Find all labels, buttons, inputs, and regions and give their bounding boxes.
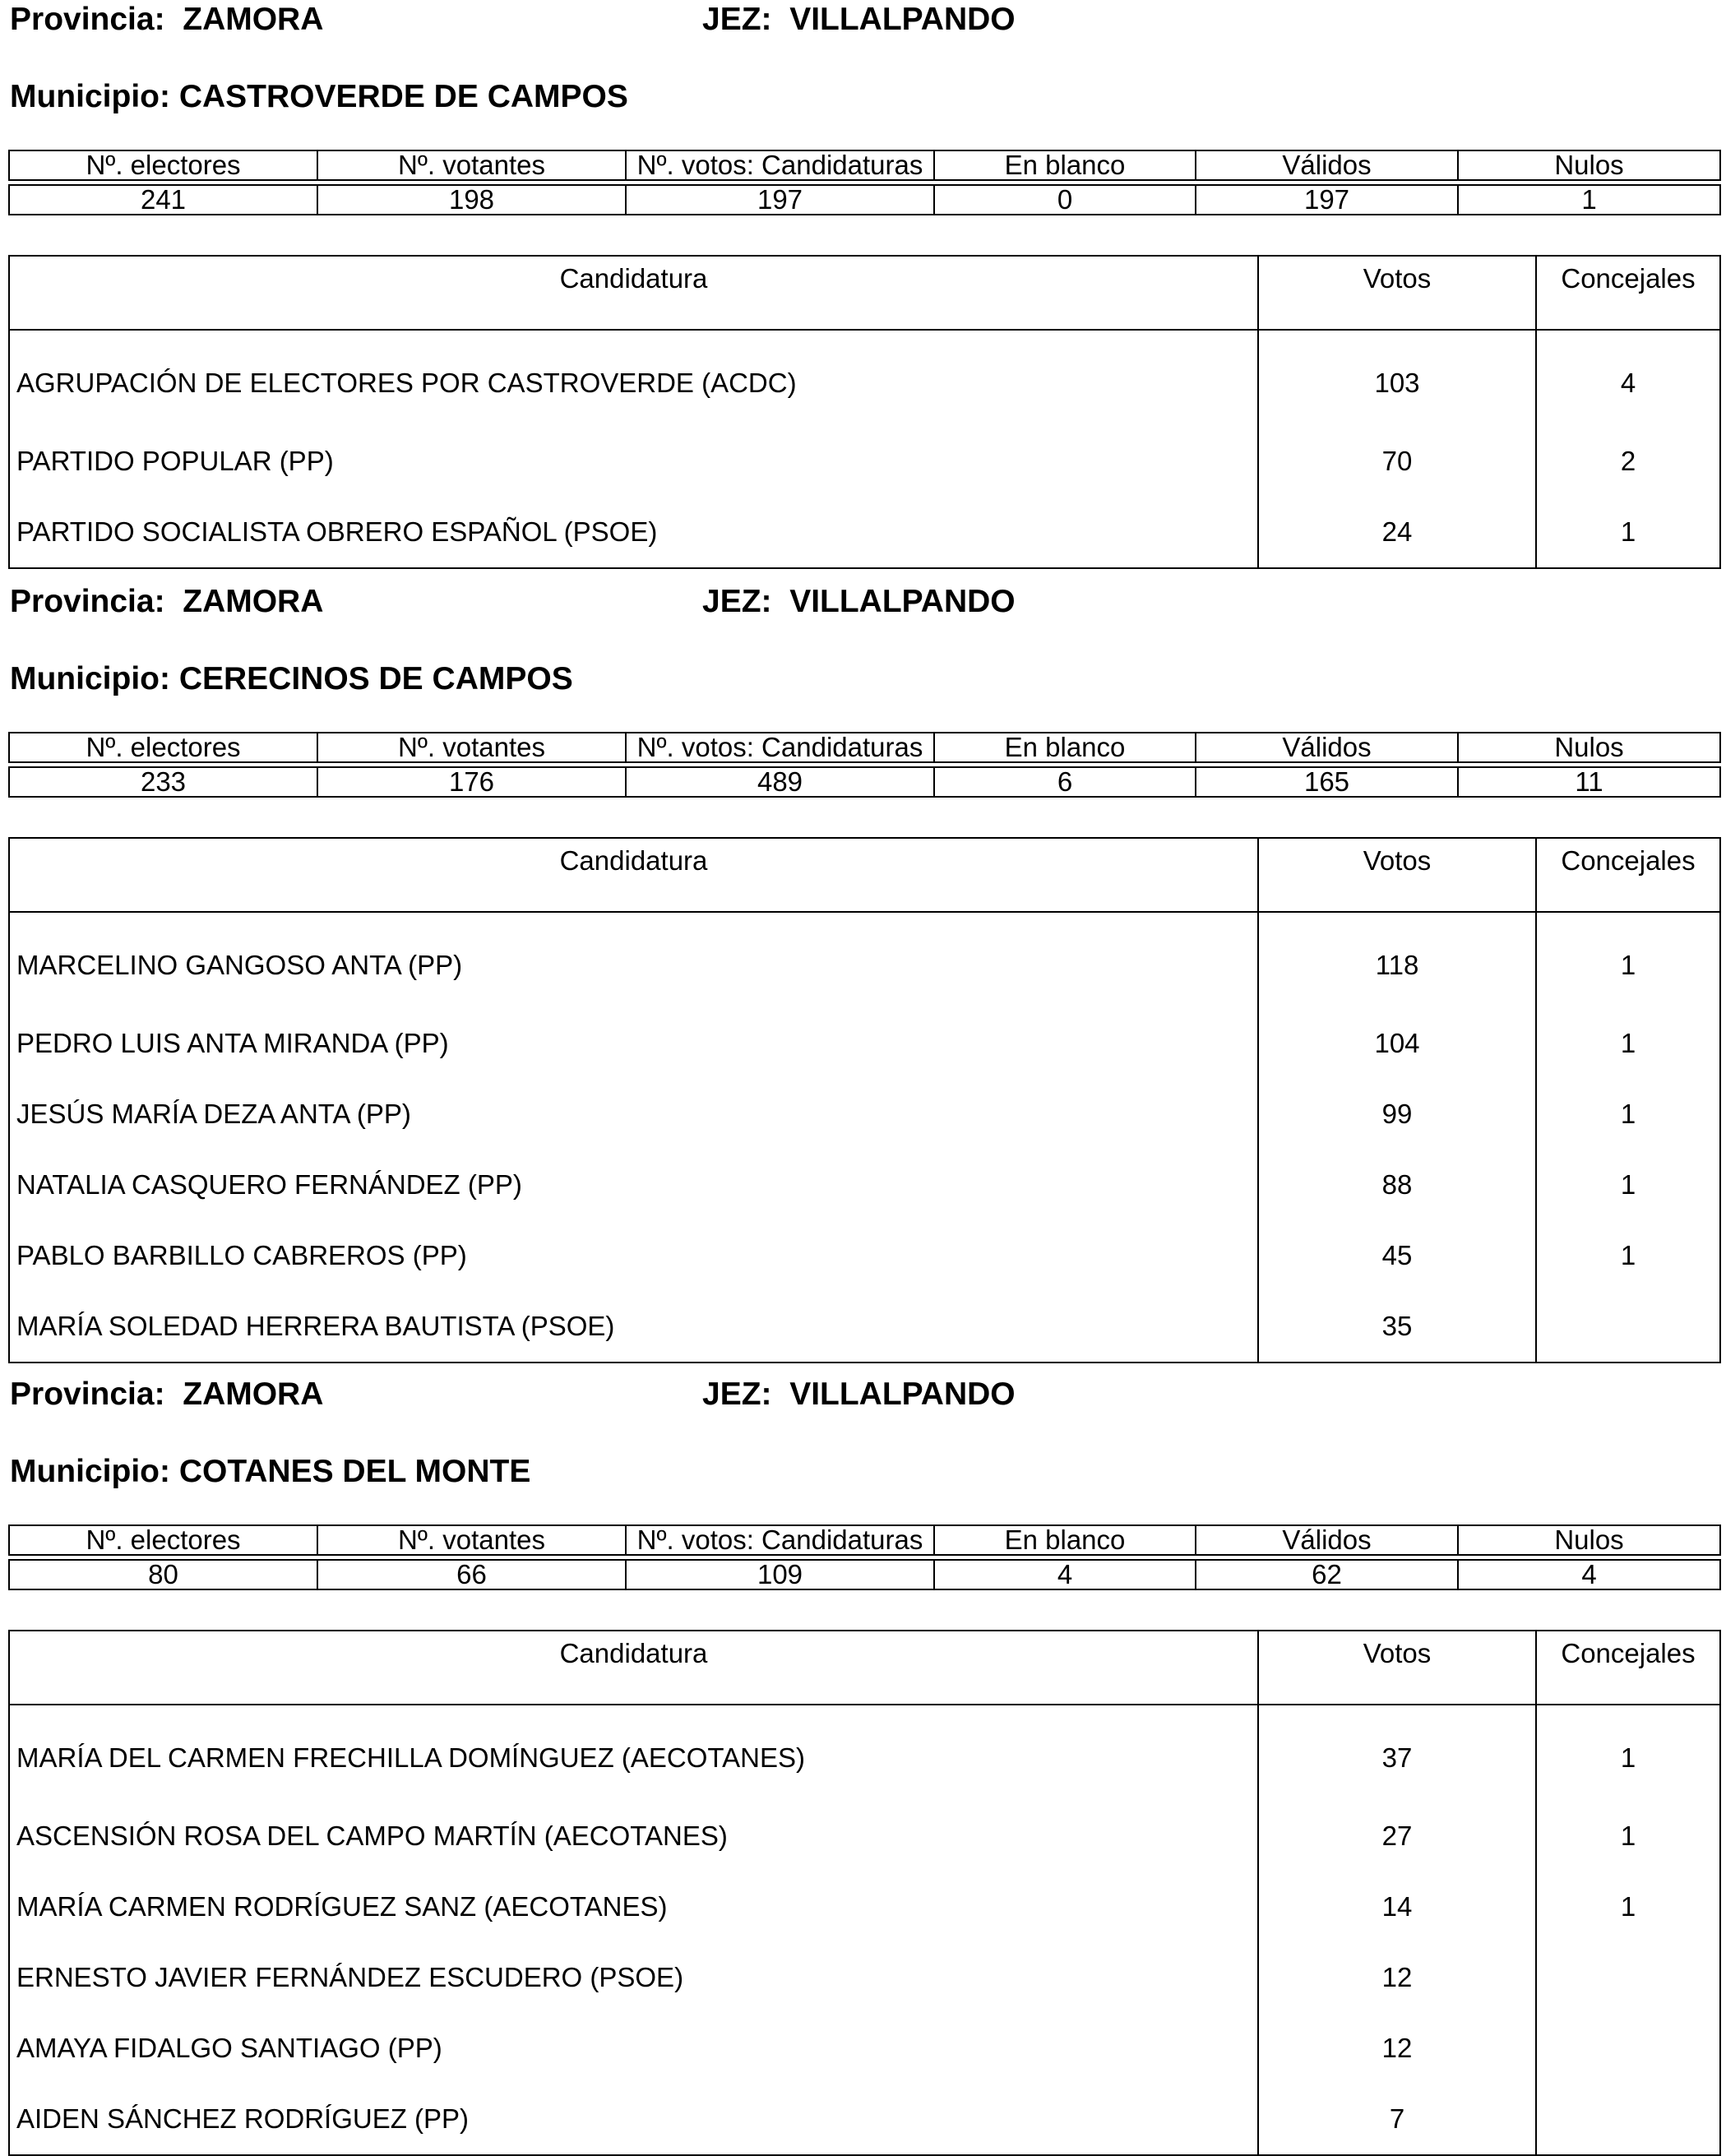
candidate-name: PARTIDO SOCIALISTA OBRERO ESPAÑOL (PSOE) <box>9 497 1258 568</box>
candidate-name: MARÍA CARMEN RODRÍGUEZ SANZ (AECOTANES) <box>9 1871 1258 1942</box>
candidate-row <box>9 2013 1720 2084</box>
candidate-votes: 37 <box>1258 1705 1536 1801</box>
municipio-heading: Municipio: COTANES DEL MONTE <box>10 1454 531 1489</box>
votos-header: Votos <box>1258 256 1536 330</box>
votos-header: Votos <box>1258 838 1536 912</box>
candidate-votes: 27 <box>1258 1801 1536 1871</box>
stats-header-cell: Nº. electores <box>9 150 317 180</box>
stats-value-cell: 176 <box>317 767 626 797</box>
candidate-name: MARCELINO GANGOSO ANTA (PP) <box>9 912 1258 1008</box>
candidates-header-row <box>9 256 1720 330</box>
candidate-row <box>9 2084 1720 2155</box>
stats-header-cell: En blanco <box>934 733 1196 762</box>
concejales-header: Concejales <box>1536 1631 1720 1705</box>
candidate-name: ASCENSIÓN ROSA DEL CAMPO MARTÍN (AECOTANES) <box>9 1801 1258 1871</box>
stats-header-row <box>9 733 1720 762</box>
stats-value-cell: 4 <box>1458 1560 1720 1589</box>
candidate-name: JESÚS MARÍA DEZA ANTA (PP) <box>9 1079 1258 1150</box>
provincia-heading: Provincia: ZAMORA <box>10 584 324 619</box>
stats-value-cell: 165 <box>1196 767 1458 797</box>
candidate-name: MARÍA SOLEDAD HERRERA BAUTISTA (PSOE) <box>9 1291 1258 1363</box>
stats-value-cell: 1 <box>1458 185 1720 215</box>
stats-header-cell: En blanco <box>934 150 1196 180</box>
stats-value-cell: 197 <box>626 185 934 215</box>
candidate-votes: 99 <box>1258 1079 1536 1150</box>
candidate-seats: 1 <box>1536 1150 1720 1220</box>
candidate-votes: 45 <box>1258 1220 1536 1291</box>
stats-table <box>8 1524 1721 1590</box>
jez-heading: JEZ: VILLALPANDO <box>702 1376 1016 1412</box>
candidate-votes: 12 <box>1258 1942 1536 2013</box>
stats-value-cell: 197 <box>1196 185 1458 215</box>
stats-header-cell: Nulos <box>1458 150 1720 180</box>
candidate-name: AGRUPACIÓN DE ELECTORES POR CASTROVERDE (ACDC) <box>9 330 1258 426</box>
candidate-row <box>9 1942 1720 2013</box>
candidate-name: PEDRO LUIS ANTA MIRANDA (PP) <box>9 1008 1258 1079</box>
stats-header-cell: Nulos <box>1458 1525 1720 1555</box>
candidate-votes: 103 <box>1258 330 1536 426</box>
candidate-votes: 7 <box>1258 2084 1536 2155</box>
candidate-name: AMAYA FIDALGO SANTIAGO (PP) <box>9 2013 1258 2084</box>
candidate-name: MARÍA DEL CARMEN FRECHILLA DOMÍNGUEZ (AECOTANES) <box>9 1705 1258 1801</box>
candidate-row <box>9 1705 1720 1801</box>
stats-header-row <box>9 150 1720 180</box>
stats-table <box>8 732 1721 798</box>
candidate-row <box>9 330 1720 426</box>
stats-value-cell: 80 <box>9 1560 317 1589</box>
stats-value-row <box>9 1560 1720 1589</box>
candidate-row <box>9 1871 1720 1942</box>
jez-heading: JEZ: VILLALPANDO <box>702 584 1016 619</box>
stats-header-cell: Nº. votos: Candidaturas <box>626 733 934 762</box>
candidate-name: NATALIA CASQUERO FERNÁNDEZ (PP) <box>9 1150 1258 1220</box>
votos-header: Votos <box>1258 1631 1536 1705</box>
stats-header-cell: Válidos <box>1196 150 1458 180</box>
candidates-table <box>8 255 1721 569</box>
stats-header-cell: Nº. votantes <box>317 733 626 762</box>
candidate-votes: 70 <box>1258 426 1536 497</box>
candidate-seats: 1 <box>1536 1079 1720 1150</box>
candidate-seats <box>1536 1291 1720 1363</box>
candidate-seats <box>1536 1942 1720 2013</box>
candidatura-header: Candidatura <box>9 256 1258 330</box>
stats-header-cell: Nulos <box>1458 733 1720 762</box>
candidate-seats <box>1536 2013 1720 2084</box>
candidate-seats: 1 <box>1536 912 1720 1008</box>
candidate-seats: 4 <box>1536 330 1720 426</box>
stats-header-cell: Nº. votantes <box>317 1525 626 1555</box>
stats-header-cell: Nº. electores <box>9 1525 317 1555</box>
stats-value-cell: 0 <box>934 185 1196 215</box>
candidate-row <box>9 912 1720 1008</box>
stats-header-cell: Válidos <box>1196 733 1458 762</box>
candidate-seats: 1 <box>1536 1871 1720 1942</box>
candidate-name: AIDEN SÁNCHEZ RODRÍGUEZ (PP) <box>9 2084 1258 2155</box>
candidate-seats <box>1536 2084 1720 2155</box>
candidate-row <box>9 426 1720 497</box>
candidate-name: PARTIDO POPULAR (PP) <box>9 426 1258 497</box>
candidatura-header: Candidatura <box>9 1631 1258 1705</box>
stats-header-row <box>9 1525 1720 1555</box>
candidate-row <box>9 497 1720 568</box>
stats-table <box>8 150 1721 215</box>
stats-value-cell: 241 <box>9 185 317 215</box>
stats-value-cell: 66 <box>317 1560 626 1589</box>
stats-header-cell: Nº. electores <box>9 733 317 762</box>
candidate-seats: 1 <box>1536 1220 1720 1291</box>
stats-value-row <box>9 767 1720 797</box>
candidatura-header: Candidatura <box>9 838 1258 912</box>
jez-heading: JEZ: VILLALPANDO <box>702 2 1016 37</box>
candidate-votes: 104 <box>1258 1008 1536 1079</box>
candidate-row <box>9 1150 1720 1220</box>
concejales-header: Concejales <box>1536 838 1720 912</box>
stats-header-cell: Nº. votos: Candidaturas <box>626 1525 934 1555</box>
candidate-seats: 1 <box>1536 1008 1720 1079</box>
candidates-header-row <box>9 1631 1720 1705</box>
provincia-heading: Provincia: ZAMORA <box>10 2 324 37</box>
candidate-seats: 1 <box>1536 1801 1720 1871</box>
candidates-header-row <box>9 838 1720 912</box>
stats-value-row <box>9 185 1720 215</box>
candidate-row <box>9 1220 1720 1291</box>
stats-value-cell: 198 <box>317 185 626 215</box>
stats-value-cell: 489 <box>626 767 934 797</box>
stats-value-cell: 11 <box>1458 767 1720 797</box>
stats-value-cell: 233 <box>9 767 317 797</box>
candidate-votes: 14 <box>1258 1871 1536 1942</box>
candidate-row <box>9 1008 1720 1079</box>
stats-header-cell: Nº. votantes <box>317 150 626 180</box>
concejales-header: Concejales <box>1536 256 1720 330</box>
stats-value-cell: 6 <box>934 767 1196 797</box>
candidate-row <box>9 1291 1720 1363</box>
candidate-name: PABLO BARBILLO CABREROS (PP) <box>9 1220 1258 1291</box>
stats-header-cell: Nº. votos: Candidaturas <box>626 150 934 180</box>
candidate-votes: 88 <box>1258 1150 1536 1220</box>
stats-header-cell: En blanco <box>934 1525 1196 1555</box>
stats-value-cell: 4 <box>934 1560 1196 1589</box>
stats-header-cell: Válidos <box>1196 1525 1458 1555</box>
candidates-table <box>8 837 1721 1363</box>
candidate-seats: 2 <box>1536 426 1720 497</box>
candidate-name: ERNESTO JAVIER FERNÁNDEZ ESCUDERO (PSOE) <box>9 1942 1258 2013</box>
stats-value-cell: 62 <box>1196 1560 1458 1589</box>
provincia-heading: Provincia: ZAMORA <box>10 1376 324 1412</box>
candidates-table <box>8 1630 1721 2156</box>
municipio-heading: Municipio: CERECINOS DE CAMPOS <box>10 661 573 696</box>
candidate-votes: 24 <box>1258 497 1536 568</box>
candidate-row <box>9 1079 1720 1150</box>
candidate-seats: 1 <box>1536 1705 1720 1801</box>
municipio-heading: Municipio: CASTROVERDE DE CAMPOS <box>10 79 628 114</box>
candidate-votes: 12 <box>1258 2013 1536 2084</box>
candidate-seats: 1 <box>1536 497 1720 568</box>
candidate-row <box>9 1801 1720 1871</box>
stats-value-cell: 109 <box>626 1560 934 1589</box>
candidate-votes: 35 <box>1258 1291 1536 1363</box>
candidate-votes: 118 <box>1258 912 1536 1008</box>
